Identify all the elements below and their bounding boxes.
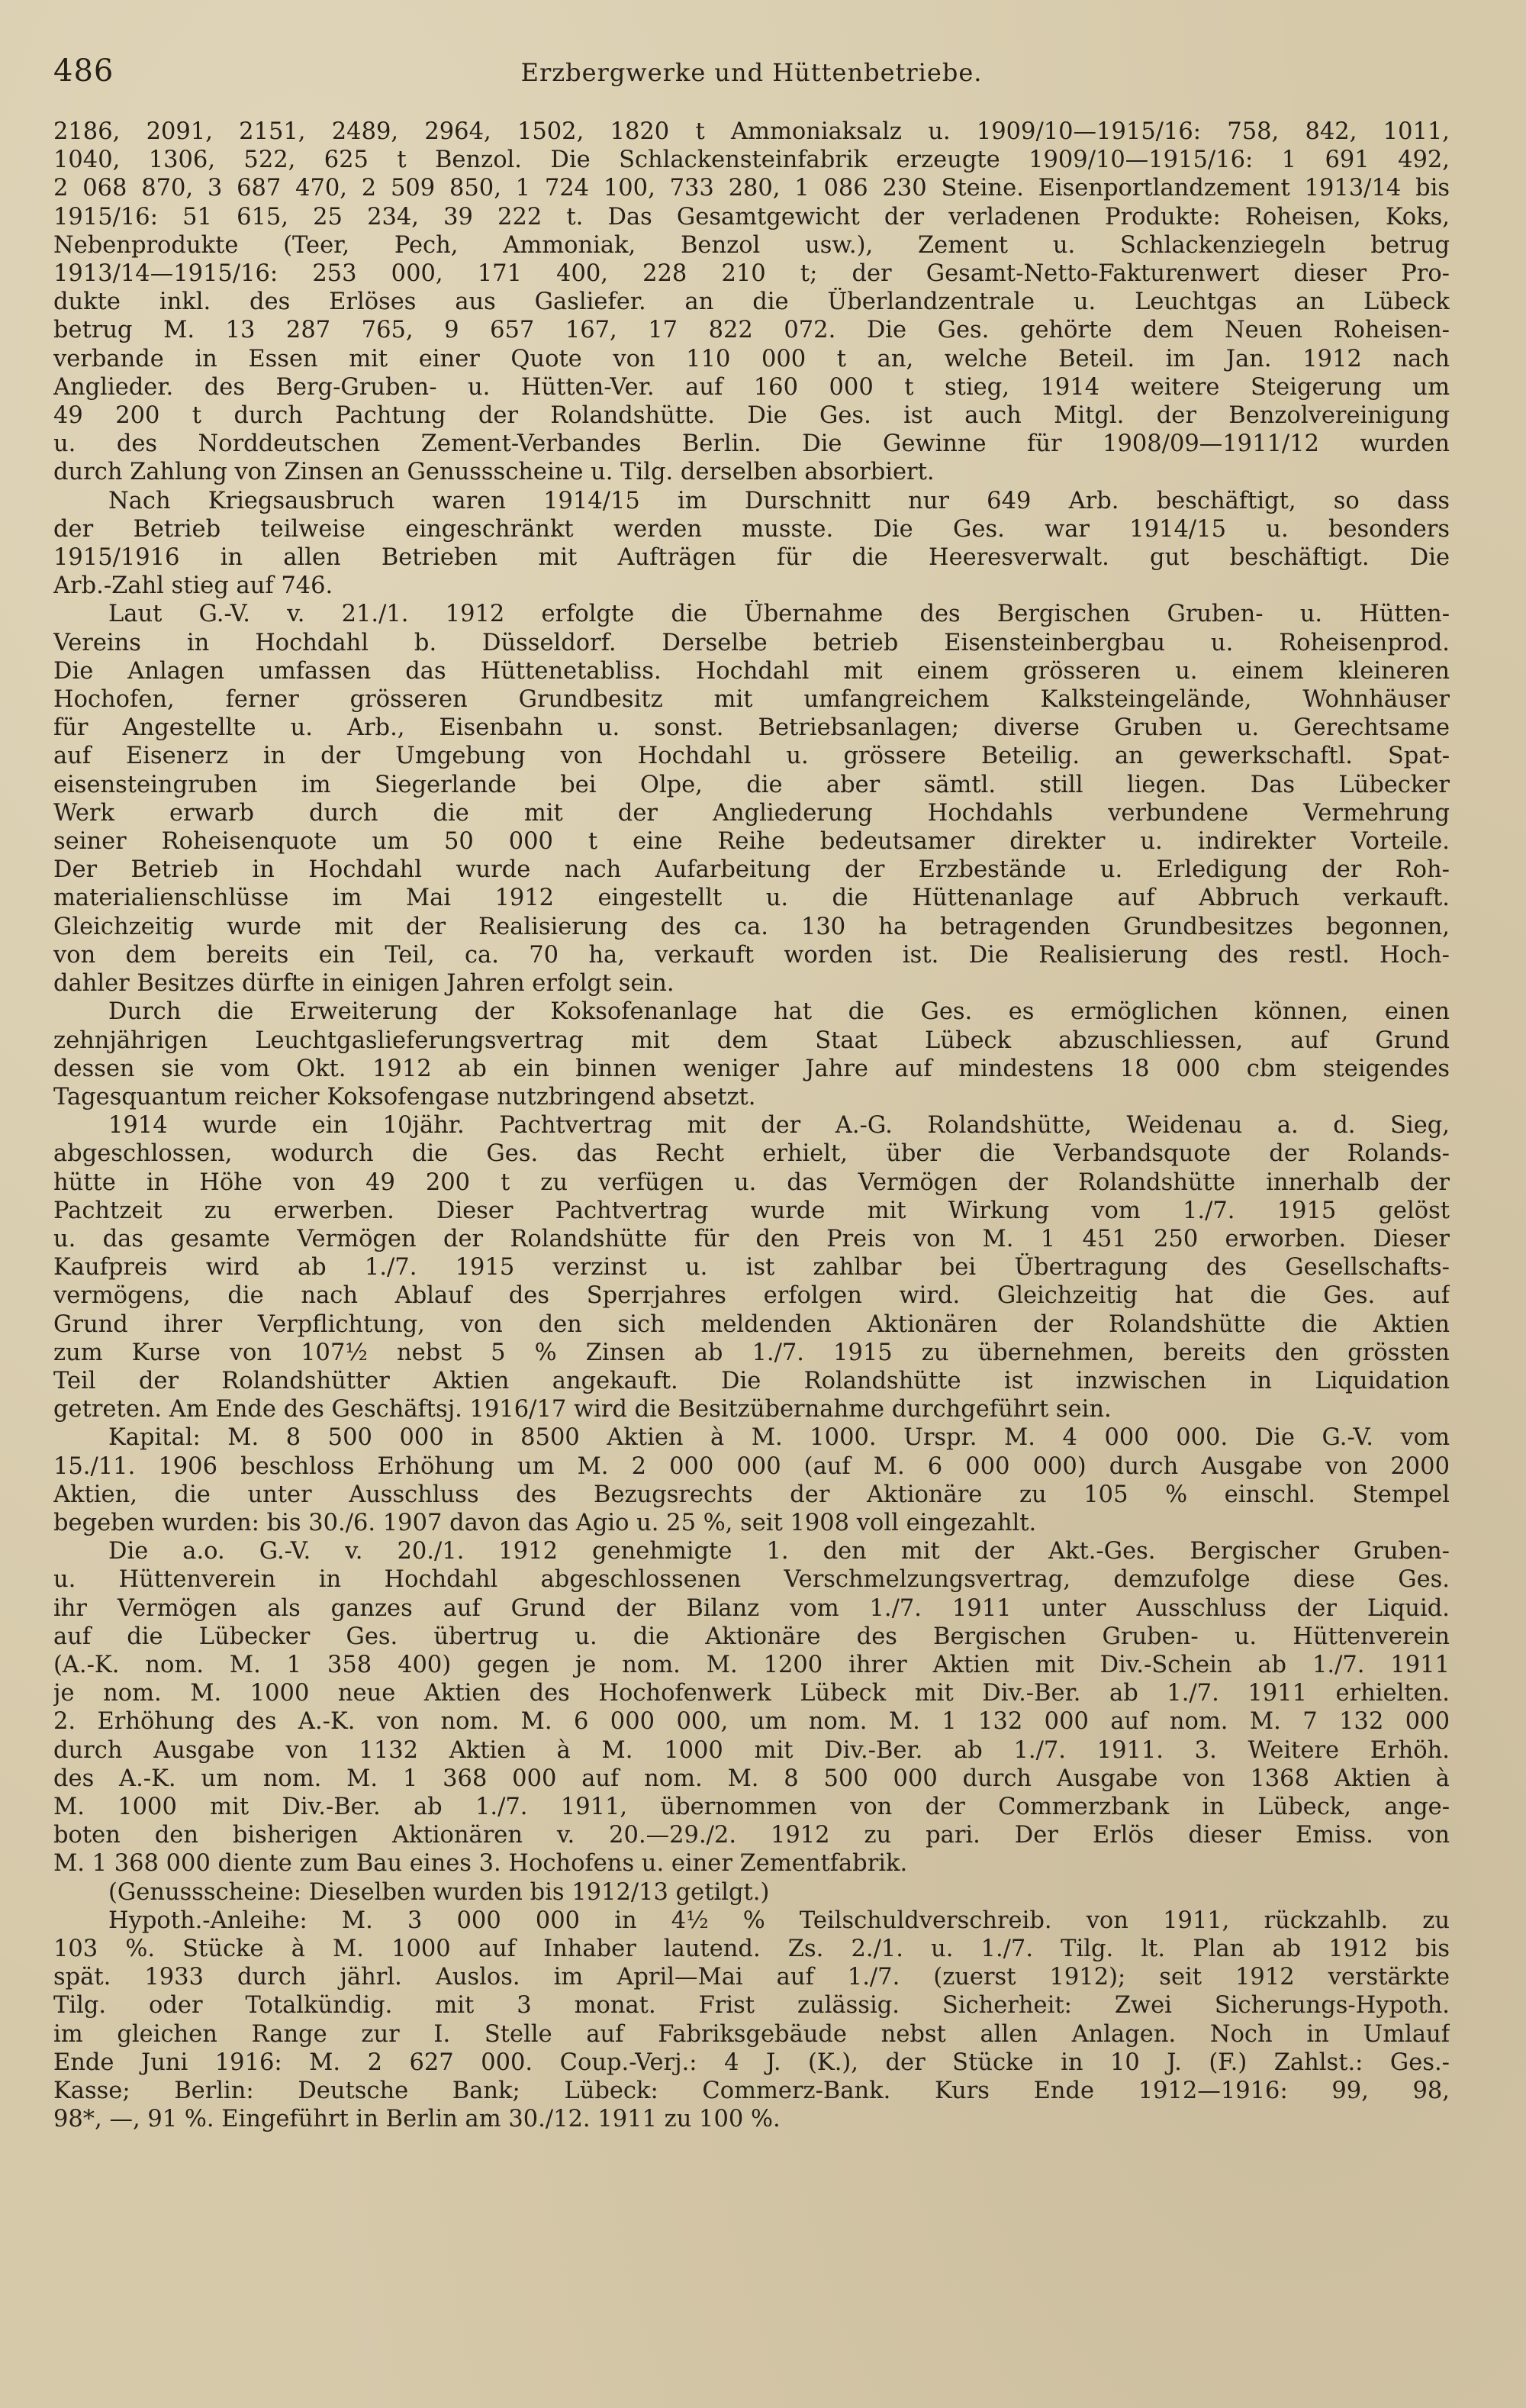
text-line: u. Hüttenverein in Hochdahl abgeschlossenen Verschmelzungsvertrag, demzufolge diese Ges.	[53, 1566, 1450, 1594]
text-line: Tagesquantum reicher Koksofengase nutzbringend absetzt.	[53, 1083, 756, 1111]
text-line: Pachtzeit zu erwerben. Dieser Pachtvertrag wurde mit Wirkung vom 1./7. 1915 gelöst	[53, 1197, 1450, 1224]
text-line: der Betrieb teilweise eingeschränkt werden musste. Die Ges. war 1914/15 u. besonders	[53, 515, 1450, 543]
text-line: getreten. Am Ende des Geschäftsj. 1916/17 wird die Besitzübernahme durchgeführt sein.	[53, 1396, 1112, 1423]
text-line: begeben wurden: bis 30./6. 1907 davon das Agio u. 25 %, seit 1908 voll eingezahlt.	[53, 1509, 1037, 1536]
text-line: eisensteingruben im Siegerlande bei Olpe, die aber sämtl. still liegen. Das Lübecker	[53, 771, 1450, 798]
text-line: im gleichen Range zur I. Stelle auf Fabriksgebäude nebst allen Anlagen. Noch in Umlauf	[53, 2020, 1450, 2048]
text-line: materialienschlüsse im Mai 1912 eingestellt u. die Hüttenanlage auf Abbruch verkauft.	[53, 885, 1450, 912]
text-line: durch Ausgabe von 1132 Aktien à M. 1000 mit Div.-Ber. ab 1./7. 1911. 3. Weitere Erhöh.	[53, 1736, 1450, 1764]
text-line: Gleichzeitig wurde mit der Realisierung des ca. 130 ha betragenden Grundbesitzes begonnen,	[53, 913, 1450, 940]
text-line: M. 1000 mit Div.-Ber. ab 1./7. 1911, übernommen von der Commerzbank in Lübeck, ange-	[53, 1793, 1450, 1820]
text-line: zehnjährigen Leuchtgaslieferungsvertrag mit dem Staat Lübeck abzuschliessen, auf Grund	[53, 1027, 1450, 1054]
text-line: je nom. M. 1000 neue Aktien des Hochofenwerk Lübeck mit Div.-Ber. ab 1./7. 1911 erhielten.	[53, 1680, 1450, 1707]
text-line: von dem bereits ein Teil, ca. 70 ha, verkauft worden ist. Die Realisierung des restl. Hoch-	[53, 941, 1450, 969]
body-text	[53, 118, 1450, 2133]
text-line: Teil der Rolandshütter Aktien angekauft. Die Rolandshütte ist inzwischen in Liquidation	[53, 1367, 1450, 1394]
text-line: 1914 wurde ein 10jähr. Pachtvertrag mit der A.-G. Rolandshütte, Weidenau a. d. Sieg,	[108, 1112, 1450, 1140]
text-line: ihr Vermögen als ganzes auf Grund der Bilanz vom 1./7. 1911 unter Ausschluss der Liquid.	[53, 1594, 1450, 1622]
text-line: auf Eisenerz in der Umgebung von Hochdahl u. grössere Beteilig. an gewerkschaftl. Spat-	[53, 743, 1450, 770]
text-line: des A.-K. um nom. M. 1 368 000 auf nom. M. 8 500 000 durch Ausgabe von 1368 Aktien à	[53, 1765, 1450, 1792]
text-line: dessen sie vom Okt. 1912 ab ein binnen weniger Jahre auf mindestens 18 000 cbm steigendes	[53, 1055, 1450, 1082]
text-line: seiner Roheisenquote um 50 000 t eine Reihe bedeutsamer direkter u. indirekter Vorteile.	[53, 828, 1450, 856]
text-line: zum Kurse von 107½ nebst 5 % Zinsen ab 1./7. 1915 zu übernehmen, bereits den grössten	[53, 1339, 1450, 1366]
text-line: u. das gesamte Vermögen der Rolandshütte für den Preis von M. 1 451 250 erworben. Dieser	[53, 1225, 1450, 1252]
text-line: abgeschlossen, wodurch die Ges. das Recht erhielt, über die Verbandsquote der Rolands-	[53, 1140, 1450, 1168]
page-number: 486	[53, 53, 114, 89]
text-line: Ende Juni 1916: M. 2 627 000. Coup.-Verj.: 4 J. (K.), der Stücke in 10 J. (F.) Zahlst.: Ges.-	[53, 2049, 1450, 2076]
text-line: 1915/16: 51 615, 25 234, 39 222 t. Das Gesamtgewicht der verladenen Produkte: Roheisen, Koks,	[53, 203, 1450, 230]
text-line: vermögens, die nach Ablauf des Sperrjahres erfolgen wird. Gleichzeitig hat die Ges. auf	[53, 1282, 1450, 1310]
text-line: Anglieder. des Berg-Gruben- u. Hütten-Ver. auf 160 000 t stieg, 1914 weitere Steigerung um	[53, 373, 1450, 401]
text-line: boten den bisherigen Aktionären v. 20.—29./2. 1912 zu pari. Der Erlös dieser Emiss. von	[53, 1822, 1450, 1849]
text-line: 2 068 870, 3 687 470, 2 509 850, 1 724 100, 733 280, 1 086 230 Steine. Eisenportlandzement 1913/14 bis	[53, 175, 1450, 202]
text-line: 2. Erhöhung des A.-K. von nom. M. 6 000 000, um nom. M. 1 132 000 auf nom. M. 7 132 000	[53, 1708, 1450, 1736]
text-line: Laut G.-V. v. 21./1. 1912 erfolgte die Übernahme des Bergischen Gruben- u. Hütten-	[108, 601, 1450, 628]
text-line: Tilg. oder Totalkündig. mit 3 monat. Frist zulässig. Sicherheit: Zwei Sicherungs-Hypoth.	[53, 1992, 1450, 2020]
text-line: 15./11. 1906 beschloss Erhöhung um M. 2 000 000 (auf M. 6 000 000) durch Ausgabe von 2000	[53, 1452, 1450, 1480]
running-title: Erzbergwerke und Hüttenbetriebe.	[520, 58, 983, 87]
text-line: 98*, —, 91 %. Eingeführt in Berlin am 30./12. 1911 zu 100 %.	[53, 2106, 781, 2133]
text-line: Durch die Erweiterung der Koksofenanlage hat die Ges. es ermöglichen können, einen	[108, 998, 1450, 1026]
text-line: auf die Lübecker Ges. übertrug u. die Aktionäre des Bergischen Gruben- u. Hüttenverein	[53, 1623, 1450, 1650]
text-line: hütte in Höhe von 49 200 t zu verfügen u. das Vermögen der Rolandshütte innerhalb der	[53, 1169, 1450, 1196]
page-header	[53, 53, 1450, 99]
text-line: Kasse; Berlin: Deutsche Bank; Lübeck: Commerz-Bank. Kurs Ende 1912—1916: 99, 98,	[53, 2078, 1450, 2105]
text-line: Die a.o. G.-V. v. 20./1. 1912 genehmigte 1. den mit der Akt.-Ges. Bergischer Gruben-	[108, 1538, 1450, 1565]
text-line: 1040, 1306, 522, 625 t Benzol. Die Schlackensteinfabrik erzeugte 1909/10—1915/16: 1 691 492,	[53, 147, 1450, 174]
text-line: Arb.-Zahl stieg auf 746.	[53, 572, 333, 600]
text-line: 49 200 t durch Pachtung der Rolandshütte. Die Ges. ist auch Mitgl. der Benzolvereinigung	[53, 402, 1450, 430]
text-line: dukte inkl. des Erlöses aus Gasliefer. an die Überlandzentrale u. Leuchtgas an Lübeck	[53, 289, 1450, 316]
text-line: dahler Besitzes dürfte in einigen Jahren erfolgt sein.	[53, 970, 674, 998]
text-line: Grund ihrer Verpflichtung, von den sich meldenden Aktionären der Rolandshütte die Aktien	[53, 1310, 1450, 1338]
text-line: 103 %. Stücke à M. 1000 auf Inhaber lautend. Zs. 2./1. u. 1./7. Tilg. lt. Plan ab 1912 bis	[53, 1936, 1450, 1962]
kapital-line: Kapital: M. 8 500 000 in 8500 Aktien à M. 1000. Urspr. M. 4 000 000. Die G.-V. vom	[108, 1424, 1450, 1452]
text-line: M. 1 368 000 diente zum Bau eines 3. Hochofens u. einer Zementfabrik.	[53, 1850, 908, 1878]
text-line: u. des Norddeutschen Zement-Verbandes Berlin. Die Gewinne für 1908/09—1911/12 wurden	[53, 430, 1450, 458]
text-line: Kaufpreis wird ab 1./7. 1915 verzinst u. ist zahlbar bei Übertragung des Gesellschafts-	[53, 1254, 1450, 1281]
text-line: Werk erwarb durch die mit der Angliederung Hochdahls verbundene Vermehrung	[53, 799, 1450, 827]
hypoth-anleihe-line: Hypoth.-Anleihe: M. 3 000 000 in 4½ % Teilschuldverschreib. von 1911, rückzahlb. zu	[108, 1907, 1450, 1934]
text-line: 1915/1916 in allen Betrieben mit Aufträgen für die Heeresverwalt. gut beschäftigt. Die	[53, 544, 1450, 572]
text-line: Aktien, die unter Ausschluss des Bezugsrechts der Aktionäre zu 105 % einschl. Stempel	[53, 1481, 1450, 1508]
text-line: 1913/14—1915/16: 253 000, 171 400, 228 210 t; der Gesamt-Netto-Fakturenwert dieser Pro-	[53, 260, 1450, 288]
text-line: Die Anlagen umfassen das Hüttenetabliss. Hochdahl mit einem grösseren u. einem kleineren	[53, 657, 1450, 685]
text-line: (A.-K. nom. M. 1 358 400) gegen je nom. M. 1200 ihrer Aktien mit Div.-Schein ab 1./7. 1911	[53, 1651, 1450, 1678]
text-line: Vereins in Hochdahl b. Düsseldorf. Derselbe betrieb Eisensteinbergbau u. Roheisenprod.	[53, 629, 1450, 656]
genussscheine-line: (Genussscheine: Dieselben wurden bis 1912/13 getilgt.)	[108, 1878, 770, 1906]
text-line: für Angestellte u. Arb., Eisenbahn u. sonst. Betriebsanlagen; diverse Gruben u. Gerechtsame	[53, 714, 1450, 742]
text-line: Nebenprodukte (Teer, Pech, Ammoniak, Benzol usw.), Zement u. Schlackenziegeln betrug	[53, 231, 1450, 259]
text-line: 2186, 2091, 2151, 2489, 2964, 1502, 1820 t Ammoniaksalz u. 1909/10—1915/16: 758, 842, 1011,	[53, 118, 1450, 145]
text-line: betrug M. 13 287 765, 9 657 167, 17 822 072. Die Ges. gehörte dem Neuen Roheisen-	[53, 317, 1450, 344]
text-line: spät. 1933 durch jährl. Auslos. im April—Mai auf 1./7. (zuerst 1912); seit 1912 verstärkte	[53, 1964, 1450, 1991]
text-line: Hochofen, ferner grösseren Grundbesitz mit umfangreichem Kalksteingelände, Wohnhäuser	[53, 686, 1450, 714]
text-line: verbande in Essen mit einer Quote von 110 000 t an, welche Beteil. im Jan. 1912 nach	[53, 345, 1450, 372]
text-line: Nach Kriegsausbruch waren 1914/15 im Durschnitt nur 649 Arb. beschäftigt, so dass	[108, 487, 1450, 514]
text-line: durch Zahlung von Zinsen an Genussscheine u. Tilg. derselben absorbiert.	[53, 459, 935, 486]
text-line: Der Betrieb in Hochdahl wurde nach Aufarbeitung der Erzbestände u. Erledigung der Roh-	[53, 856, 1450, 884]
